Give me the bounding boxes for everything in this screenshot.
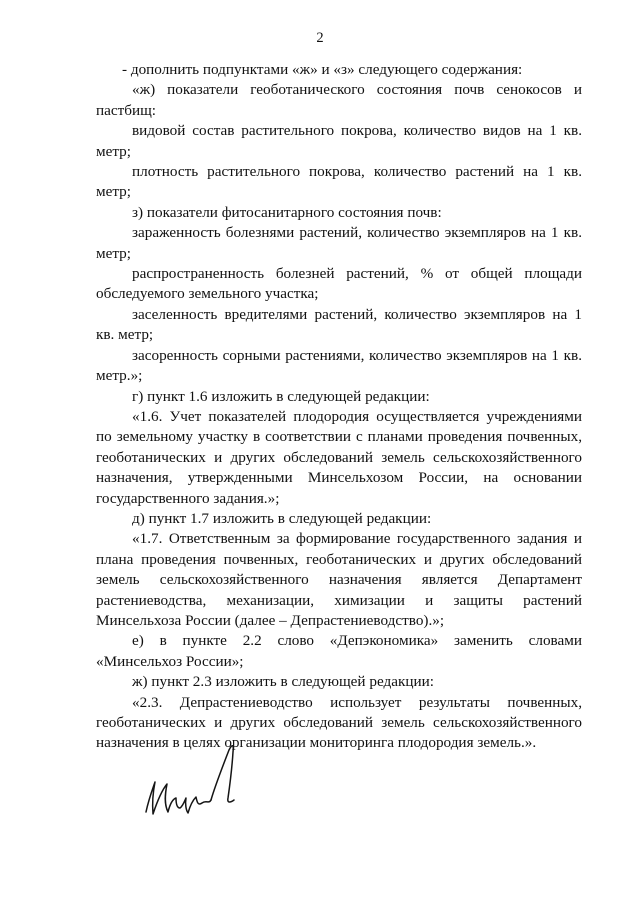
signature-icon — [140, 742, 250, 822]
paragraph-disease-spread: распространенность болезней растений, % от общей площади обследуемого земельного участка; — [96, 265, 582, 303]
document-body — [96, 60, 582, 754]
paragraph-plant-density: плотность растительного покрова, количество растений на 1 кв. метр; — [96, 163, 582, 201]
paragraph-subitem-z: з) показатели фитосанитарного состояния почв: — [132, 203, 442, 221]
paragraph-species-composition: видовой состав растительного покрова, количество видов на 1 кв. метр; — [96, 122, 582, 160]
paragraph-item-d: д) пункт 1.7 изложить в следующей редакции: — [132, 509, 432, 527]
paragraph-clause-2-3: «2.3. Депрастениеводство использует результаты почвенных, геоботанических и других обследований земель сельскохозяйственного назначения в целях организации мониторинга плодородия земель.». — [96, 693, 582, 752]
paragraph-item-g: г) пункт 1.6 изложить в следующей редакции: — [132, 387, 430, 405]
paragraph-pest-population: заселенность вредителями растений, количество экземпляров на 1 кв. метр; — [96, 305, 582, 344]
paragraph-clause-1-7: «1.7. Ответственным за формирование государственного задания и плана проведения почвенных, геоботанических и других обследований земель сельскохозяйственного назначения является Департамент растениеводства, механизации, химизации и защиты растений Минсельхоза России (далее – Депрастениеводство).»; — [96, 530, 582, 629]
paragraph-item-e: е) в пункте 2.2 слово «Депэкономика» заменить словами «Минсельхоз России»; — [96, 632, 582, 670]
paragraph-amendment-intro: - дополнить подпунктами «ж» и «з» следующего содержания: — [122, 61, 523, 78]
page-number: 2 — [316, 30, 324, 46]
paragraph-weed-infestation: засоренность сорными растениями, количество экземпляров на 1 кв. метр.»; — [96, 346, 582, 385]
handwritten-signature — [140, 742, 250, 822]
paragraph-disease-infection: зараженность болезнями растений, количество экземпляров на 1 кв. метр; — [96, 224, 582, 262]
paragraph-item-zh-2-3: ж) пункт 2.3 изложить в следующей редакции: — [132, 673, 434, 691]
paragraph-subitem-zh: «ж) показатели геоботанического состояния почв сенокосов и пастбищ: — [96, 81, 582, 119]
paragraph-clause-1-6: «1.6. Учет показателей плодородия осуществляется учреждениями по земельному участку в соответствии с планами проведения почвенных, геоботанических и других обследований земель сельскохозяйственного назначения, утвержденными Минсельхозом России, на основании государственного задания.»; — [96, 407, 582, 507]
